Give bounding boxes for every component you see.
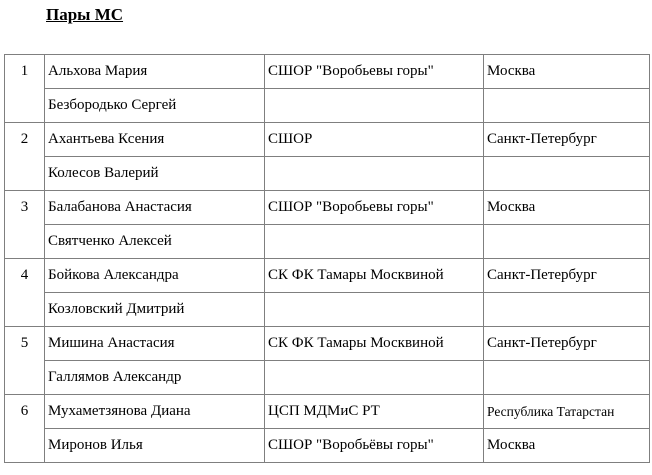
- athlete-name: Бойкова Александра: [45, 259, 265, 293]
- pair-number-empty: [5, 157, 45, 191]
- table-row: [5, 259, 650, 293]
- athlete-name: Мишина Анастасия: [45, 327, 265, 361]
- table-row: [5, 55, 650, 89]
- pair-number-empty: [5, 361, 45, 395]
- pair-number-empty: [5, 89, 45, 123]
- athlete-name: Колесов Валерий: [45, 157, 265, 191]
- club-name: [265, 361, 484, 395]
- athlete-name: Ахантьева Ксения: [45, 123, 265, 157]
- club-name: [265, 157, 484, 191]
- table-row: [5, 191, 650, 225]
- region-name: [484, 157, 650, 191]
- club-name: СШОР "Воробьёвы горы": [265, 429, 484, 463]
- region-name: [484, 225, 650, 259]
- region-name: Москва: [484, 429, 650, 463]
- pair-number: 2: [5, 123, 45, 157]
- pair-number: 5: [5, 327, 45, 361]
- table-row: [5, 395, 650, 429]
- pair-number: 1: [5, 55, 45, 89]
- athlete-name: Безбородько Сергей: [45, 89, 265, 123]
- region-name: Республика Татарстан: [484, 395, 650, 429]
- table-row: [5, 293, 650, 327]
- pair-number-empty: [5, 225, 45, 259]
- athlete-name: Балабанова Анастасия: [45, 191, 265, 225]
- pairs-table: [4, 54, 650, 463]
- club-name: СК ФК Тамары Москвиной: [265, 327, 484, 361]
- club-name: СШОР: [265, 123, 484, 157]
- region-name: [484, 89, 650, 123]
- table-row: [5, 361, 650, 395]
- region-name: [484, 361, 650, 395]
- page-title: Пары МС: [46, 5, 124, 24]
- table-row: [5, 429, 650, 463]
- athlete-name: Мухаметзянова Диана: [45, 395, 265, 429]
- club-name: ЦСП МДМиС РТ: [265, 395, 484, 429]
- pair-number: 3: [5, 191, 45, 225]
- region-name: Санкт-Петербург: [484, 327, 650, 361]
- pair-number: 6: [5, 395, 45, 429]
- athlete-name: Святченко Алексей: [45, 225, 265, 259]
- region-name: [484, 293, 650, 327]
- club-name: [265, 89, 484, 123]
- table-row: [5, 225, 650, 259]
- club-name: [265, 293, 484, 327]
- pair-number-empty: [5, 293, 45, 327]
- region-name: Москва: [484, 55, 650, 89]
- club-name: [265, 225, 484, 259]
- athlete-name: Козловский Дмитрий: [45, 293, 265, 327]
- athlete-name: Галлямов Александр: [45, 361, 265, 395]
- club-name: СШОР "Воробьевы горы": [265, 55, 484, 89]
- pair-number-empty: [5, 429, 45, 463]
- table-row: [5, 327, 650, 361]
- club-name: СК ФК Тамары Москвиной: [265, 259, 484, 293]
- region-name: Санкт-Петербург: [484, 123, 650, 157]
- table-row: [5, 123, 650, 157]
- table-row: [5, 89, 650, 123]
- region-name: Санкт-Петербург: [484, 259, 650, 293]
- region-name: Москва: [484, 191, 650, 225]
- club-name: СШОР "Воробьевы горы": [265, 191, 484, 225]
- pair-number: 4: [5, 259, 45, 293]
- table-row: [5, 157, 650, 191]
- athlete-name: Альхова Мария: [45, 55, 265, 89]
- athlete-name: Миронов Илья: [45, 429, 265, 463]
